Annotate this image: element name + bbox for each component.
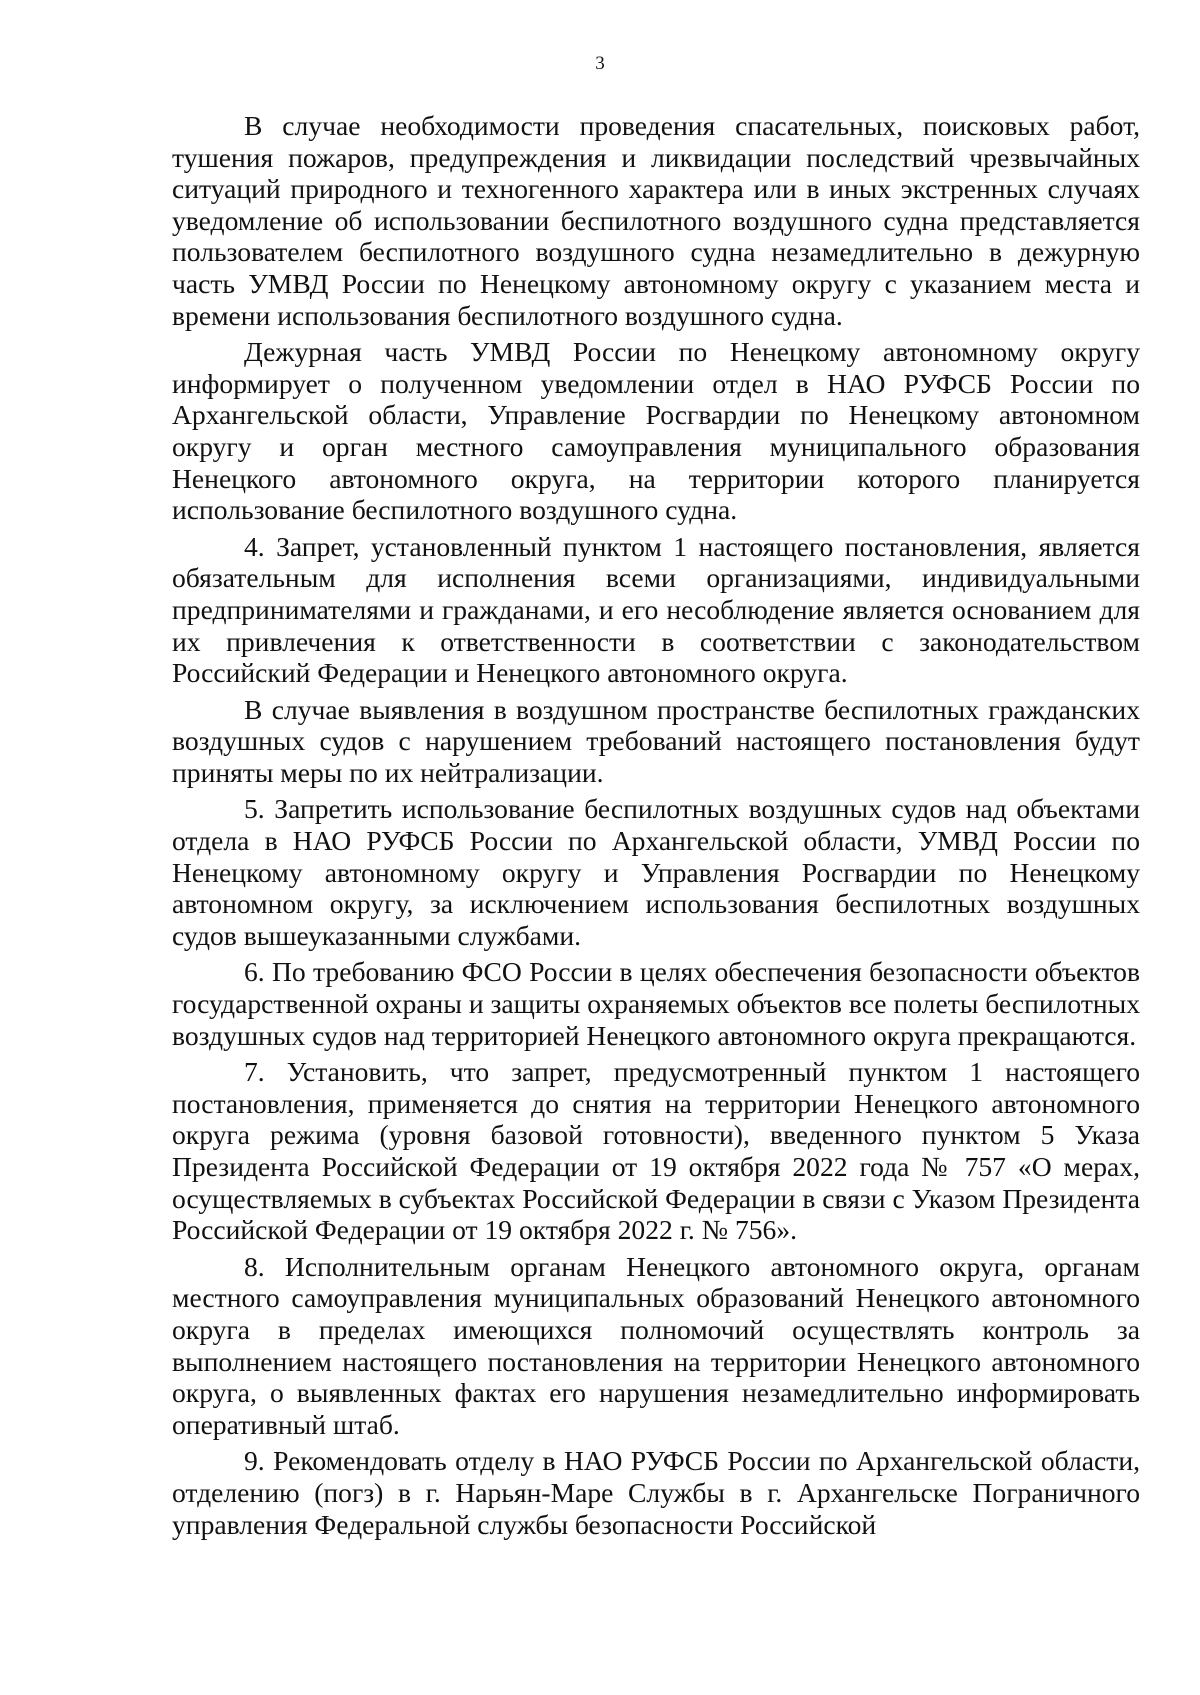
paragraph-neutralization: В случае выявления в воздушном пространстве беспилотных гражданских воздушных судов с нарушением требований настоящего постановления будут приняты меры по их нейтрализации. — [172, 693, 1140, 788]
document-body — [172, 110, 1140, 1540]
paragraph-item-9: 9. Рекомендовать отделу в НАО РУФСБ России по Архангельской области, отделению (погз) в г. Нарьян-Маре Службы в г. Архангельске Пограничного управления Федеральной службы безопасности Российской — [172, 1445, 1140, 1540]
page-number: 3 — [595, 53, 605, 74]
paragraph-item-4: 4. Запрет, установленный пунктом 1 настоящего постановления, является обязательным для исполнения всеми организациями, индивидуальными предпринимателями и гражданами, и его несоблюдение является основанием для их привлечения к ответственности в соответствии с законодательством Российский Федерации и Ненецкого автономного округа. — [172, 530, 1140, 689]
paragraph-item-7: 7. Установить, что запрет, предусмотренный пунктом 1 настоящего постановления, применяется до снятия на территории Ненецкого автономного округа режима (уровня базовой готовности), введенного пунктом 5 Указа Президента Российской Федерации от 19 октября 2022 года № 757 «О мерах, осуществляемых в субъектах Российской Федерации в связи с Указом Президента Российской Федерации от 19 октября 2022 г. № 756». — [172, 1056, 1140, 1246]
paragraph-item-6: 6. По требованию ФСО России в целях обеспечения безопасности объектов государственной охраны и защиты охраняемых объектов все полеты беспилотных воздушных судов над территорией Ненецкого автономного округа прекращаются. — [172, 956, 1140, 1051]
paragraph-emergency-notification: В случае необходимости проведения спасательных, поисковых работ, тушения пожаров, предупреждения и ликвидации последствий чрезвычайных ситуаций природного и техногенного характера или в иных экстренных случаях уведомление об использовании беспилотного воздушного судна представляется пользователем беспилотного воздушного судна незамедлительно в дежурную часть УМВД России по Ненецкому автономному округу с указанием места и времени использования беспилотного воздушного судна. — [172, 110, 1140, 331]
paragraph-item-5: 5. Запретить использование беспилотных воздушных судов над объектами отдела в НАО РУФСБ России по Архангельской области, УМВД России по Ненецкому автономному округу и Управления Росгвардии по Ненецкому автономном округу, за исключением использования беспилотных воздушных судов вышеуказанными службами. — [172, 793, 1140, 951]
paragraph-duty-unit-informs: Дежурная часть УМВД России по Ненецкому автономному округу информирует о полученном уведомлении отдел в НАО РУФСБ России по Архангельской области, Управление Росгвардии по Ненецкому автономном округу и орган местного самоуправления муниципального образования Ненецкого автономного округа, на территории которого планируется использование беспилотного воздушного судна. — [172, 336, 1140, 526]
paragraph-item-8: 8. Исполнительным органам Ненецкого автономного округа, органам местного самоуправления муниципальных образований Ненецкого автономного округа в пределах имеющихся полномочий осуществлять контроль за выполнением настоящего постановления на территории Ненецкого автономного округа, о выявленных фактах его нарушения незамедлительно информировать оперативный штаб. — [172, 1250, 1140, 1440]
